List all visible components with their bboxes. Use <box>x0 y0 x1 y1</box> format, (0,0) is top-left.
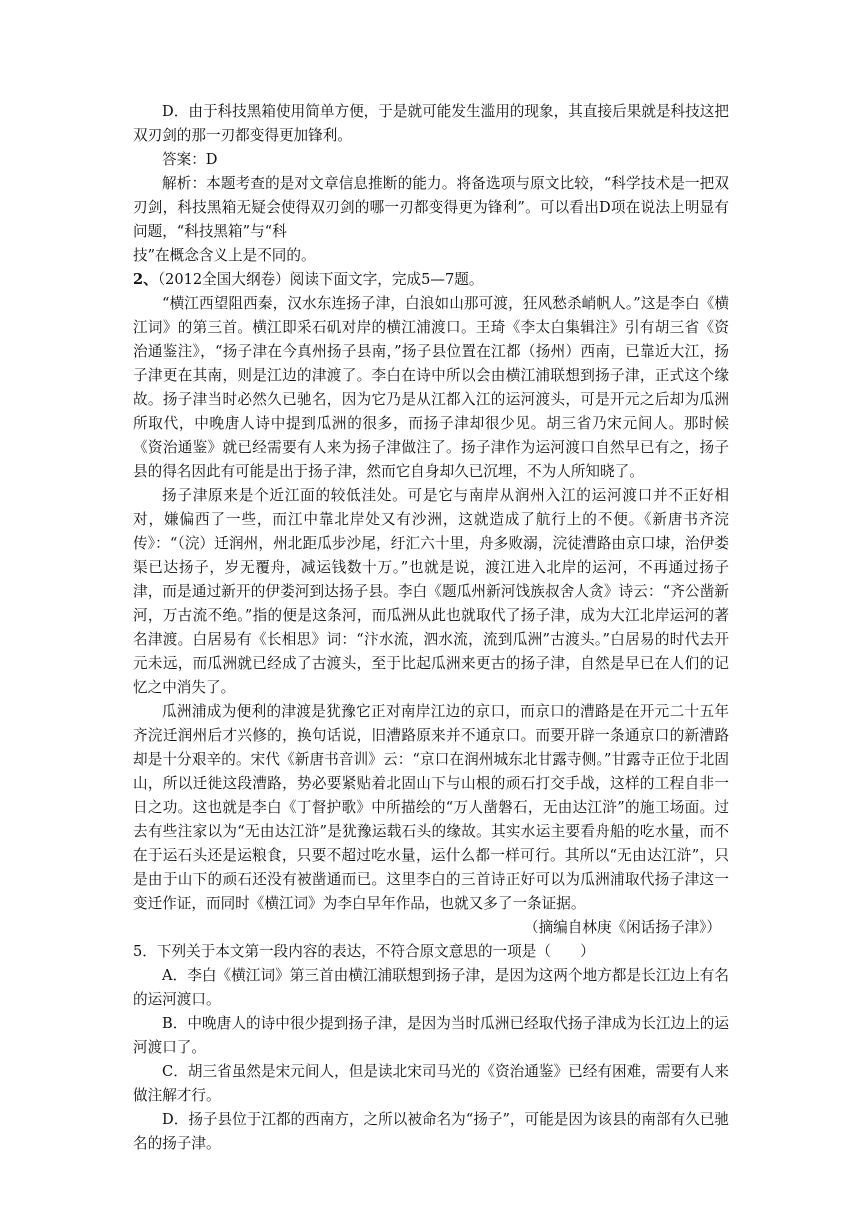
prev-analysis: 解析：本题考查的是对文章信息推断的能力。将备选项与原文比较，“科学技术是一把双刃剑，科技黑箱无疑会使得双刃剑的哪一刃都变得更为锋利”。可以看出D项在说法上明显有问题，“科技黑箱”与“科 <box>133 175 729 240</box>
question-5-option-a: A．李白《横江词》第三首由横江浦联想到扬子津，是因为这两个地方都是长江边上有名的运河渡口。 <box>133 967 729 1008</box>
passage-paragraph-3: 瓜洲浦成为便利的津渡是犹豫它正对南岸江边的京口，而京口的漕路是在开元二十五年齐浣迁润州后才兴修的，换句话说，旧漕路原来并不通京口。而要开辟一条通京口的新漕路却是十分艰辛的。宋代《新唐书音训》云：“京口在润州城东北甘露寺侧。”甘露寺正位于北固山，所以迁徙这段漕路，势必要紧贴着北固山下与山根的顽石打交手战，这样的工程自非一日之功。这也就是李白《丁督护歌》中所描绘的“万人凿磐石，无由达江浒”的施工场面。过去有些注家以为“无由达江浒”是犹豫运载石头的缘故。其实水运主要看舟船的吃水量，而不在于运石头还是运粮食，只要不超过吃水量，运什么都一样可行。其所以“无由达江浒”，只是由于山下的顽石还没有被凿通而已。这里李白的三首诗正好可以为瓜洲浦取代扬子津这一变迁作证，而同时《横江词》为李白早年作品，也就又多了一条证据。 <box>133 703 729 912</box>
prev-answer: 答案：D <box>162 151 218 168</box>
passage-citation: （摘编自林庚《闲话扬子津》） <box>523 919 721 936</box>
passage-paragraph-2: 扬子津原来是个近江面的较低洼处。可是它与南岸从润州入江的运河渡口并不正好相对，嫌偏西了一些，而江中靠北岸处又有沙洲，这就造成了航行上的不便。《新唐书齐浣传》：“（浣）迁润州，州北距瓜步沙尾，纡汇六十里，舟多败溺，浣徒漕路由京口埭，治伊娄渠已达扬子，岁无覆舟，减运钱数十万。”也就是说，渡江进入北岸的运河，不再通过扬子津，而是通过新开的伊娄河到达扬子县。李白《题瓜州新河饯族叔舍人贪》诗云：“齐公凿新河，万古流不绝。”指的便是这条河，而瓜洲从此也就取代了扬子津，成为大江北岸运河的著名津渡。白居易有《长相思》词：“汴水流，泗水流，流到瓜洲”古渡头。”白居易的时代去开元未远，而瓜洲就已经成了古渡头，至于比起瓜洲来更古的扬子津，自然是早已在人们的记忆之中消失了。 <box>133 487 729 696</box>
section-heading-text: （2012全国大纲卷）阅读下面文字，完成5—7题。 <box>157 271 484 288</box>
section-number: 2、 <box>133 271 158 288</box>
section-heading <box>133 268 729 292</box>
question-5-stem: 5．下列关于本文第一段内容的表达，不符合原文意思的一项是（ ） <box>133 943 595 960</box>
prev-analysis-continued: 技”在概念含义上是不同的。 <box>133 247 316 264</box>
passage-paragraph-1: “横江西望阻西秦，汉水东连扬子津，白浪如山那可渡，狂风愁杀峭帆人。”这是李白《横江词》的第三首。横江即采石矶对岸的横江浦渡口。王琦《李太白集辑注》引有胡三省《资治通鉴注》，“扬子津在今真州扬子县南，”扬子县位置在江都（扬州）西南，已靠近大江，扬子津更在其南，则是江边的津渡了。李白在诗中所以会由横江浦联想到扬子津，正式这个缘故。扬子津当时必然久已驰名，因为它乃是从江都入江的运河渡头，可是开元之后却为瓜洲所取代，中晚唐人诗中提到瓜洲的很多，而扬子津却很少见。胡三省乃宋元间人。那时候《资治通鉴》就已经需要有人来为扬子津做注了。扬子津作为运河渡口自然早已有之，扬子县的得名因此有可能是出于扬子津，然而它自身却久已沉埋，不为人所知晓了。 <box>133 295 729 480</box>
question-5-option-d: D．扬子县位于江都的西南方，之所以被命名为“扬子”，可能是因为该县的南部有久已驰名的扬子津。 <box>133 1111 729 1152</box>
question-5-option-b: B．中晚唐人的诗中很少提到扬子津，是因为当时瓜洲已经取代扬子津成为长江边上的运河渡口了。 <box>133 1015 729 1056</box>
question-5-option-c: C．胡三省虽然是宋元间人，但是读北宋司马光的《资治通鉴》已经有困难，需要有人来做注解才行。 <box>133 1063 729 1104</box>
prev-option-d: D．由于科技黑箱使用简单方便，于是就可能发生滥用的现象，其直接后果就是科技这把双刃剑的那一刃都变得更加锋利。 <box>133 103 729 144</box>
document-page <box>133 100 729 1156</box>
